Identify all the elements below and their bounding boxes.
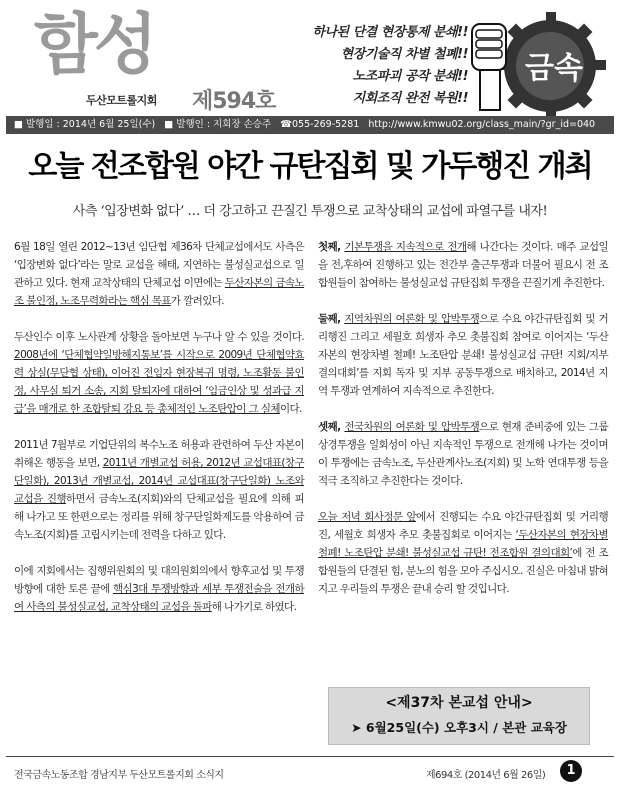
underlined-text: 오늘 저녁 회사정문 앞 <box>318 511 417 523</box>
newsletter-page <box>6 4 614 795</box>
text-run: 하면서 금속노조(지회)와의 단체교섭을 필요에 의해 피해 나가고 또 한편으로는 정리를 위해 창구단일화제도를 악용하여 금속노조(지회)를 고립시키는데 전력을 다하고 있다. <box>14 493 304 541</box>
publish-date: ■ 발행일 : 2014년 6월 25일(수) <box>14 119 156 130</box>
underlined-text: 기본투쟁을 지속적으로 전개 <box>344 241 467 253</box>
raised-fist-gear-icon <box>466 8 614 116</box>
text-run: 이에 지회에서는 집행위원회의 및 대의원회의에서 향후교섭 및 투쟁방향에 대한 토론 끝에 <box>14 565 304 595</box>
article-paragraph <box>318 418 608 490</box>
article-paragraph <box>14 436 304 544</box>
bold-text: 셋째, <box>318 421 345 433</box>
article-paragraph <box>318 508 608 598</box>
text-run: 으로 수요 야간규탄집회 및 거리행진 그리고 세월호 희생자 추모 촛불집회 참여로 이어지는 ‘두산자본의 현장차별 철폐! 노조탄압 분쇄! 불성실교섭 규탄! 지회/지부 결의대회’를 지회 독자 및 지부 공동투쟁으로 배치하고, 2014년 지역 투쟁과 연계하여 지속적으로 추진한다. <box>318 313 608 397</box>
masthead <box>6 4 614 116</box>
underlined-text: 두산자본의 금속노조 불인정, 노조무력화라는 핵심 목표 <box>14 277 304 307</box>
subheadline: 사측 ‘입장변화 없다’ … 더 강고하고 끈질긴 투쟁으로 교착상태의 교섭에 파열구를 내자! <box>72 204 548 219</box>
bargaining-notice-box <box>328 687 590 745</box>
notice-schedule: ➤ 6월25일(수) 오후3시 / 본관 교육장 <box>351 720 567 735</box>
underlined-text: 지역차원의 여론화 및 압박투쟁 <box>344 313 480 325</box>
underlined-text: ‘두산자본의 현장차별 철폐! 노조탄압 분쇄! 불성실교섭 규탄! 전조합원 결의대회’ <box>318 529 608 559</box>
text-run: 해 나가기로 하였다. <box>211 601 297 613</box>
bold-text: 첫째, <box>318 241 345 253</box>
slogan-item: 노조파괴 공작 분쇄!! <box>352 69 468 84</box>
publication-info-bar <box>6 116 614 134</box>
footer-issue: 제694호 (2014년 6월 26일) <box>426 770 546 781</box>
publisher: ■ 발행인 : 지회장 손승주 <box>164 119 272 130</box>
text-run: 두산인수 이후 노사관계 상황을 돌아보면 누구나 알 수 있을 것이다. <box>14 331 304 343</box>
left-column <box>14 238 304 634</box>
text-run: 으로 현재 준비중에 있는 그룹 상경투쟁을 일회성이 아닌 지속적인 투쟁으로 전개해 나가는 것이며 이 투쟁에는 금속노조, 두산관계사노조(지회) 및 노학 연대투쟁 등을 적극 조직하고 추진한다는 것이다. <box>318 421 608 487</box>
slogan-item: 하나된 단결 현장통제 분쇄!! <box>312 25 468 40</box>
website-link[interactable]: http://www.kmwu02.org/class_main/?gr_id=040 <box>368 119 596 130</box>
text-run: 이다. <box>279 403 302 415</box>
text-run: 에서 진행되는 수요 야간규탄집회 및 거리행진, 세월호 희생자 추모 촛불집회로 이어지는 <box>318 511 608 541</box>
phone-number: ☎055-269-5281 <box>280 119 360 130</box>
logo-text: 금속 <box>525 51 583 86</box>
footer-publisher: 전국금속노동조합 경남지부 두산모트롤지회 소식지 <box>14 770 224 781</box>
text-run: 2011년 7월부로 기업단위의 복수노조 허용과 관련하여 두산 자본이 취해온 행동을 보면, <box>14 439 304 469</box>
union-branch-name: 두산모트롤지회 <box>86 94 157 107</box>
page-number: 1 <box>560 760 582 782</box>
text-run: 에 전 조합원들의 단결된 힘, 분노의 힘을 모아 주십시오. 진실은 마침내 밝혀지고 우리들의 투쟁은 끝내 승리 할 것입니다. <box>318 547 609 595</box>
newsletter-title: 함성 <box>34 6 154 83</box>
underlined-text: 2011년 개별교섭 허용, 2012년 교섭대표(창구단일화), 2013년 개별교섭, 2014년 교섭대표(창구단일화) 노조와 교섭을 진행 <box>14 457 304 505</box>
issue-number: 제594호 <box>192 89 276 114</box>
footer-divider <box>6 756 614 757</box>
text-run: 가 깔려있다. <box>170 295 225 307</box>
article-paragraph <box>14 328 304 418</box>
right-column <box>318 238 608 616</box>
underlined-text: 핵심3대 투쟁방향과 세부 투쟁전술을 전개하여 사측의 불성실교섭, 교착상태의 교섭을 돌파 <box>14 583 304 613</box>
text-run: 6월 18일 열린 2012~13년 임단협 제36차 단체교섭에서도 사측은 ‘입장변화 없다’라는 말로 교섭을 해태, 지연하는 불성실교섭으로 일관하고 있다. 현재 교착상태의 단체교섭 이면에는 <box>14 241 304 289</box>
article-paragraph <box>318 238 608 292</box>
notice-title: <제37차 본교섭 안내> <box>385 695 533 711</box>
slogan-item: 지회조직 완전 복원!! <box>352 91 468 106</box>
slogan-item: 현장기술직 차별 철폐!! <box>340 47 468 62</box>
article-paragraph <box>14 562 304 616</box>
bold-text: 둘째, <box>318 313 345 325</box>
underlined-text: 2008년에 ‘단체협약일방해지통보’를 시작으로 2009년 단체협약효력 상실(무단협 상태), 이어진 전임자 현장복귀 명령, 노조활동 불인정, 사무실 퇴거 소송, 지회 탈퇴자에 대하여 ‘임금인상 및 성과급 지급’을 매개로 한 조합탈퇴 강요 등 총체적인 노조탄압이 그 실체 <box>14 349 304 415</box>
underlined-text: 전국차원의 여론화 및 압박투쟁 <box>344 421 480 433</box>
article-paragraph <box>318 310 608 400</box>
text-run: 해 나간다는 것이다. 매주 교섭일을 전,후하여 진행하고 있는 전간부 출근투쟁과 더불어 필요시 전 조합원들이 참여하는 불성실교섭 규탄집회 투쟁을 끈질기게 추진한다. <box>318 241 609 289</box>
slogan-list <box>268 22 468 110</box>
headline: 오늘 전조합원 야간 규탄집회 및 가두행진 개최 <box>28 149 592 184</box>
article-paragraph <box>14 238 304 310</box>
